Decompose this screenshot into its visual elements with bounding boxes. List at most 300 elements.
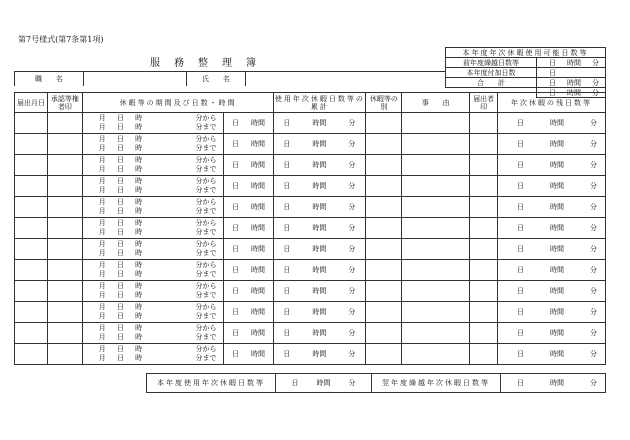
unit-text: 分まで (195, 186, 217, 194)
approver-cell[interactable] (47, 260, 82, 281)
approver-cell[interactable] (47, 155, 82, 176)
unit-text: 日 (283, 245, 291, 253)
unit-text: 日 (517, 203, 524, 211)
unit-text: 時間 (312, 140, 327, 148)
cumulative-cell[interactable] (274, 323, 366, 344)
table-row (15, 281, 606, 302)
duration-cell[interactable] (223, 344, 274, 365)
submit-date-cell[interactable] (15, 323, 48, 344)
approver-cell[interactable] (47, 113, 82, 134)
unit-text: 分 (348, 329, 356, 337)
unit-text: 分 (348, 266, 356, 274)
approver-cell[interactable] (47, 176, 82, 197)
table-row (15, 113, 606, 134)
unit-text: 時間 (251, 350, 265, 358)
type-cell[interactable] (366, 197, 402, 218)
unit-text: 日 (232, 182, 239, 190)
availability-header: 本年度年次休暇使用可能日数等 (446, 48, 606, 58)
unit-text: 時間 (312, 350, 327, 358)
unit-text: 分 (348, 140, 356, 148)
unit-text: 月 (98, 270, 106, 278)
reason-header: 事 由 (402, 93, 470, 113)
cumulative-cell[interactable] (274, 239, 366, 260)
period-cell[interactable] (82, 323, 223, 344)
duration-cell[interactable] (223, 197, 274, 218)
unit-text: 日 (232, 203, 239, 211)
cumulative-cell[interactable] (274, 344, 366, 365)
duration-cell[interactable] (223, 323, 274, 344)
approver-header: 承認等権者印 (47, 93, 82, 113)
remaining-cell[interactable] (498, 239, 606, 260)
unit-text: 月 (98, 282, 106, 290)
unit-text: 日 (116, 144, 124, 152)
unit-text: 時間 (550, 182, 564, 190)
unit-text: 時間 (550, 245, 564, 253)
unit-text: 時間 (251, 245, 265, 253)
approver-cell[interactable] (47, 239, 82, 260)
unit-min: 分 (348, 379, 356, 387)
submit-date-cell[interactable] (15, 134, 48, 155)
table-row (15, 134, 606, 155)
unit-text: 月 (98, 354, 106, 362)
unit-text: 月 (98, 165, 106, 173)
unit-text: 日 (116, 219, 124, 227)
table-row (15, 323, 606, 344)
unit-text: 時 (135, 312, 143, 320)
unit-text: 日 (232, 266, 239, 274)
unit-text: 分から (195, 219, 217, 227)
unit-text: 月 (98, 135, 106, 143)
unit-text: 日 (517, 119, 524, 127)
unit-text: 日 (116, 156, 124, 164)
duration-cell[interactable] (223, 155, 274, 176)
cumulative-cell[interactable] (274, 218, 366, 239)
type-cell[interactable] (366, 176, 402, 197)
type-cell[interactable] (366, 281, 402, 302)
unit-text: 分 (590, 350, 597, 358)
unit-text: 日 (283, 140, 291, 148)
unit-text: 時間 (251, 182, 265, 190)
period-cell[interactable] (82, 197, 223, 218)
reason-cell[interactable] (402, 260, 470, 281)
cumulative-cell[interactable] (274, 134, 366, 155)
unit-text: 時 (135, 144, 143, 152)
period-cell[interactable] (82, 281, 223, 302)
unit-text: 日 (116, 282, 124, 290)
next-label: 翌年度繰越年次休暇日数等 (372, 374, 501, 393)
remaining-cell[interactable] (498, 176, 606, 197)
unit-text: 時間 (251, 287, 265, 295)
unit-text: 日 (517, 224, 524, 232)
unit-text: 月 (98, 114, 106, 122)
unit-text: 時 (135, 354, 143, 362)
unit-text: 月 (98, 324, 106, 332)
unit-text: 月 (98, 345, 106, 353)
unit-text: 時間 (251, 119, 265, 127)
unit-day: 日 (549, 78, 556, 87)
unit-text: 分 (348, 161, 356, 169)
unit-text: 分 (590, 140, 597, 148)
type-cell[interactable] (366, 302, 402, 323)
table-row (15, 239, 606, 260)
unit-text: 分から (195, 303, 217, 311)
unit-text: 時 (135, 270, 143, 278)
unit-text: 日 (283, 224, 291, 232)
approver-cell[interactable] (47, 134, 82, 155)
submitter-cell[interactable] (470, 176, 498, 197)
unit-text: 分から (195, 345, 217, 353)
submit-date-cell[interactable] (15, 260, 48, 281)
unit-text: 時 (135, 186, 143, 194)
unit-text: 日 (116, 354, 124, 362)
cumulative-header: 使用年次休暇日数等の累計 (274, 94, 365, 111)
reason-cell[interactable] (402, 281, 470, 302)
table-row (15, 344, 606, 365)
unit-text: 時間 (312, 287, 327, 295)
unit-text: 日 (116, 249, 124, 257)
unit-text: 分 (590, 224, 597, 232)
approver-cell[interactable] (47, 281, 82, 302)
unit-text: 時 (135, 228, 143, 236)
period-cell[interactable] (82, 176, 223, 197)
unit-text: 分 (590, 308, 597, 316)
unit-day: 日 (549, 88, 556, 97)
duration-cell[interactable] (223, 176, 274, 197)
submit-date-cell[interactable] (15, 197, 48, 218)
unit-text: 分から (195, 324, 217, 332)
period-cell[interactable] (82, 155, 223, 176)
unit-text: 日 (232, 245, 239, 253)
unit-text: 日 (116, 198, 124, 206)
remaining-cell[interactable] (498, 323, 606, 344)
name-label: 氏 名 (187, 72, 246, 87)
unit-text: 日 (232, 329, 239, 337)
type-cell[interactable] (366, 134, 402, 155)
unit-text: 時間 (312, 161, 327, 169)
cumulative-cell[interactable] (274, 302, 366, 323)
unit-text: 時間 (251, 329, 265, 337)
unit-text: 時間 (550, 140, 564, 148)
duration-cell[interactable] (223, 260, 274, 281)
unit-text: 日 (283, 266, 291, 274)
unit-text: 月 (98, 186, 106, 194)
remaining-cell[interactable] (498, 197, 606, 218)
unit-text: 時 (135, 219, 143, 227)
unit-text: 日 (517, 266, 524, 274)
unit-text: 日 (116, 207, 124, 215)
remaining-header: 年次休暇の残日数等 (498, 93, 606, 113)
unit-text: 分 (348, 203, 356, 211)
name-field[interactable] (246, 72, 447, 87)
unit-text: 月 (98, 333, 106, 341)
used-label: 本年度使用年次休暇日数等 (147, 374, 276, 393)
position-label: 職 名 (15, 72, 84, 87)
remaining-cell[interactable] (498, 218, 606, 239)
submit-date-cell[interactable] (15, 239, 48, 260)
type-cell[interactable] (366, 155, 402, 176)
remaining-cell[interactable] (498, 344, 606, 365)
duration-cell[interactable] (223, 134, 274, 155)
unit-text: 時間 (312, 182, 327, 190)
unit-time: 時間 (567, 88, 581, 97)
position-field[interactable] (84, 72, 187, 87)
unit-text: 月 (98, 312, 106, 320)
remaining-cell[interactable] (498, 134, 606, 155)
unit-text: 日 (517, 245, 524, 253)
submitter-cell[interactable] (470, 344, 498, 365)
unit-text: 日 (116, 186, 124, 194)
unit-text: 分まで (195, 144, 217, 152)
table-row (15, 176, 606, 197)
unit-text: 月 (98, 303, 106, 311)
unit-time: 時間 (316, 379, 331, 387)
unit-text: 日 (116, 114, 124, 122)
cumulative-cell[interactable] (274, 113, 366, 134)
unit-text: 時間 (550, 266, 564, 274)
unit-text: 分から (195, 177, 217, 185)
unit-text: 時間 (312, 203, 327, 211)
unit-text: 分 (590, 203, 597, 211)
duration-cell[interactable] (223, 239, 274, 260)
reason-cell[interactable] (402, 197, 470, 218)
submitter-cell[interactable] (470, 260, 498, 281)
approver-cell[interactable] (47, 197, 82, 218)
unit-text: 日 (116, 123, 124, 131)
unit-text: 分 (590, 182, 597, 190)
reason-cell[interactable] (402, 155, 470, 176)
unit-text: 時 (135, 123, 143, 131)
reason-cell[interactable] (402, 218, 470, 239)
submit-date-cell[interactable] (15, 218, 48, 239)
reason-cell[interactable] (402, 113, 470, 134)
submitter-cell[interactable] (470, 218, 498, 239)
submitter-cell[interactable] (470, 113, 498, 134)
unit-text: 日 (283, 119, 291, 127)
unit-text: 日 (232, 308, 239, 316)
unit-text: 分 (348, 308, 356, 316)
unit-text: 分まで (195, 270, 217, 278)
unit-text: 時間 (251, 140, 265, 148)
unit-text: 日 (116, 303, 124, 311)
unit-text: 日 (116, 333, 124, 341)
unit-text: 日 (517, 287, 524, 295)
unit-text: 時 (135, 156, 143, 164)
unit-text: 日 (517, 182, 524, 190)
duration-cell[interactable] (223, 218, 274, 239)
submitter-cell[interactable] (470, 323, 498, 344)
unit-text: 時間 (550, 224, 564, 232)
unit-text: 月 (98, 144, 106, 152)
page-title: 服務整理簿 (150, 58, 270, 69)
unit-time: 時間 (550, 379, 564, 387)
submit-date-cell[interactable] (15, 155, 48, 176)
submitter-cell[interactable] (470, 302, 498, 323)
unit-text: 時 (135, 249, 143, 257)
unit-text: 日 (116, 135, 124, 143)
unit-text: 時 (135, 345, 143, 353)
approver-cell[interactable] (47, 218, 82, 239)
unit-time: 時間 (567, 58, 581, 67)
unit-text: 時 (135, 324, 143, 332)
type-cell[interactable] (366, 218, 402, 239)
reason-cell[interactable] (402, 176, 470, 197)
unit-text: 日 (232, 287, 239, 295)
unit-text: 日 (116, 165, 124, 173)
submitter-cell[interactable] (470, 134, 498, 155)
reason-cell[interactable] (402, 344, 470, 365)
reason-cell[interactable] (402, 323, 470, 344)
unit-text: 分 (590, 161, 597, 169)
submit-date-cell[interactable] (15, 344, 48, 365)
unit-text: 時間 (312, 119, 327, 127)
unit-text: 時間 (251, 266, 265, 274)
type-cell[interactable] (366, 323, 402, 344)
unit-text: 分から (195, 198, 217, 206)
unit-text: 月 (98, 123, 106, 131)
unit-text: 月 (98, 261, 106, 269)
remaining-cell[interactable] (498, 155, 606, 176)
unit-text: 月 (98, 219, 106, 227)
unit-text: 時 (135, 135, 143, 143)
submitter-cell[interactable] (470, 155, 498, 176)
unit-text: 月 (98, 240, 106, 248)
unit-text: 日 (116, 228, 124, 236)
submit-date-header: 届出月日 (15, 93, 48, 113)
unit-text: 時間 (550, 350, 564, 358)
unit-text: 時 (135, 291, 143, 299)
unit-text: 月 (98, 228, 106, 236)
cumulative-cell[interactable] (274, 197, 366, 218)
unit-text: 日 (517, 329, 524, 337)
unit-text: 時間 (312, 308, 327, 316)
period-cell[interactable] (82, 260, 223, 281)
unit-text: 分 (590, 329, 597, 337)
type-cell[interactable] (366, 239, 402, 260)
unit-text: 分まで (195, 354, 217, 362)
submitter-cell[interactable] (470, 197, 498, 218)
remaining-cell[interactable] (498, 302, 606, 323)
unit-text: 時間 (312, 245, 327, 253)
unit-text: 時間 (251, 308, 265, 316)
period-cell[interactable] (82, 302, 223, 323)
unit-text: 日 (283, 203, 291, 211)
unit-min: 分 (590, 379, 597, 387)
unit-text: 分まで (195, 333, 217, 341)
unit-text: 時間 (550, 308, 564, 316)
unit-text: 時 (135, 177, 143, 185)
reason-cell[interactable] (402, 134, 470, 155)
remaining-cell[interactable] (498, 260, 606, 281)
cumulative-cell[interactable] (274, 176, 366, 197)
approver-cell[interactable] (47, 323, 82, 344)
unit-text: 時間 (312, 329, 327, 337)
approver-cell[interactable] (47, 302, 82, 323)
unit-text: 分から (195, 282, 217, 290)
unit-day: 日 (517, 379, 524, 387)
duration-cell[interactable] (223, 113, 274, 134)
carryover-label: 前年度繰越日数等 (446, 58, 537, 68)
unit-text: 時 (135, 333, 143, 341)
period-cell[interactable] (82, 344, 223, 365)
unit-time: 時間 (567, 78, 581, 87)
submitter-cell[interactable] (470, 239, 498, 260)
submit-date-cell[interactable] (15, 113, 48, 134)
period-cell[interactable] (82, 134, 223, 155)
unit-text: 日 (232, 224, 239, 232)
unit-text: 分 (348, 245, 356, 253)
unit-text: 日 (283, 308, 291, 316)
submit-date-cell[interactable] (15, 281, 48, 302)
period-cell[interactable] (82, 218, 223, 239)
unit-text: 月 (98, 156, 106, 164)
cumulative-cell[interactable] (274, 155, 366, 176)
unit-text: 時 (135, 114, 143, 122)
unit-day: 日 (291, 379, 299, 387)
period-cell[interactable] (82, 113, 223, 134)
unit-text: 分から (195, 135, 217, 143)
type-cell[interactable] (366, 113, 402, 134)
unit-text: 分 (590, 266, 597, 274)
unit-text: 日 (232, 350, 239, 358)
unit-text: 分 (590, 287, 597, 295)
unit-text: 時 (135, 207, 143, 215)
unit-text: 時 (135, 261, 143, 269)
unit-text: 分まで (195, 207, 217, 215)
unit-text: 時 (135, 282, 143, 290)
unit-text: 時 (135, 165, 143, 173)
approver-cell[interactable] (47, 344, 82, 365)
table-row (15, 260, 606, 281)
unit-text: 月 (98, 291, 106, 299)
unit-text: 日 (116, 240, 124, 248)
reason-cell[interactable] (402, 239, 470, 260)
unit-text: 日 (283, 350, 291, 358)
period-cell[interactable] (82, 239, 223, 260)
cumulative-cell[interactable] (274, 260, 366, 281)
unit-day: 日 (549, 58, 556, 67)
unit-day: 日 (549, 68, 556, 77)
unit-text: 分から (195, 261, 217, 269)
duration-cell[interactable] (223, 281, 274, 302)
table-row (15, 302, 606, 323)
type-cell[interactable] (366, 260, 402, 281)
unit-text: 時 (135, 240, 143, 248)
leave-record-table (14, 92, 606, 365)
unit-text: 月 (98, 198, 106, 206)
reason-cell[interactable] (402, 302, 470, 323)
unit-text: 時間 (312, 266, 327, 274)
unit-text: 分 (348, 119, 356, 127)
remaining-cell[interactable] (498, 113, 606, 134)
cumulative-cell[interactable] (274, 281, 366, 302)
unit-text: 分から (195, 114, 217, 122)
unit-text: 時間 (550, 203, 564, 211)
unit-text: 分まで (195, 228, 217, 236)
unit-text: 日 (283, 182, 291, 190)
unit-text: 時 (135, 303, 143, 311)
submitter-cell[interactable] (470, 281, 498, 302)
submit-date-cell[interactable] (15, 302, 48, 323)
duration-cell[interactable] (223, 302, 274, 323)
unit-text: 日 (517, 350, 524, 358)
type-cell[interactable] (366, 344, 402, 365)
remaining-cell[interactable] (498, 281, 606, 302)
unit-text: 分 (590, 245, 597, 253)
name-row (14, 68, 606, 86)
submit-date-cell[interactable] (15, 176, 48, 197)
unit-min: 分 (592, 78, 599, 87)
submitter-header: 届出者印 (470, 93, 498, 113)
